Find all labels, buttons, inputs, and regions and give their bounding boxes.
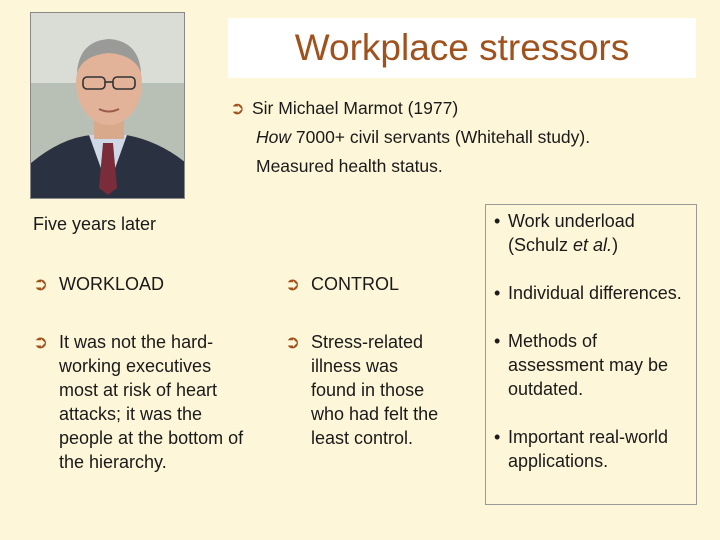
bullet-dot-icon: •	[494, 427, 501, 447]
arrow-bullet-icon: ➲	[285, 332, 301, 352]
middle-column	[285, 272, 445, 450]
control-heading: CONTROL	[311, 274, 400, 294]
bullet-dot-icon: •	[494, 211, 501, 231]
section-label: Five years later	[33, 214, 157, 234]
arrow-bullet-icon: ➲	[230, 98, 245, 118]
arrow-bullet-icon: ➲	[33, 274, 49, 294]
arrow-bullet-icon: ➲	[33, 332, 49, 352]
note-applications: Important real-world applications.	[508, 427, 669, 471]
intro-block	[230, 94, 700, 181]
slide-title: Workplace stressors	[294, 27, 630, 68]
left-column	[33, 272, 248, 474]
note-individual-differences: Individual differences.	[508, 283, 682, 303]
control-body: Stress-related illness was found in those who had felt the least control.	[311, 332, 439, 448]
intro-line-2-italic: How	[256, 127, 292, 147]
intro-line-1: Sir Michael Marmot (1977)	[252, 98, 459, 118]
bullet-dot-icon: •	[494, 283, 501, 303]
intro-line-2: 7000+ civil servants (Whitehall study).	[291, 127, 591, 147]
note-work-underload: Work underload (Schulz et al.)	[508, 211, 635, 255]
title-box	[228, 18, 696, 78]
portrait-photo	[30, 12, 185, 199]
workload-body: It was not the hard-working executives most at risk of heart attacks; it was the people at the bottom of the hierarchy.	[59, 332, 244, 472]
bullet-dot-icon: •	[494, 331, 501, 351]
intro-line-3: Measured health status.	[256, 156, 443, 176]
note-methods: Methods of assessment may be outdated.	[508, 331, 669, 399]
workload-heading: WORKLOAD	[59, 274, 165, 294]
arrow-bullet-icon: ➲	[285, 274, 301, 294]
notes-box	[485, 204, 697, 505]
